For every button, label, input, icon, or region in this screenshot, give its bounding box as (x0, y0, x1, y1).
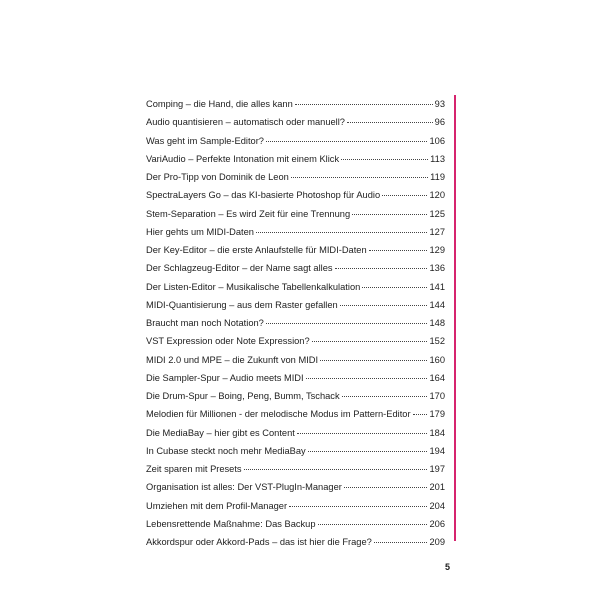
dot-leader (344, 487, 428, 488)
toc-entry-page: 164 (429, 372, 445, 383)
toc-entry (146, 168, 445, 186)
toc-entry (146, 332, 445, 350)
dot-leader (347, 122, 433, 123)
toc-entry-page: 113 (430, 153, 445, 164)
toc-entry-title: VariAudio – Perfekte Intonation mit einem Klick (146, 153, 340, 164)
toc-entry-page: 119 (430, 172, 445, 182)
toc-entry-page: 206 (429, 518, 445, 529)
toc-entry-page: 179 (429, 409, 445, 420)
toc-entry-page: 152 (429, 336, 445, 347)
dot-leader (341, 159, 428, 160)
toc-entry-page: 125 (429, 208, 445, 219)
dot-leader (291, 177, 428, 178)
toc-entry-title: Braucht man noch Notation? (146, 318, 264, 328)
dot-leader (362, 287, 427, 288)
toc-entry-title: Der Schlagzeug-Editor – der Name sagt alles (146, 263, 333, 274)
dot-leader (382, 195, 427, 196)
toc-entry-title: SpectraLayers Go – das KI-basierte Photoshop für Audio (146, 190, 381, 201)
toc-entry-title: Die Drum-Spur – Boing, Peng, Bumm, Tschack (146, 391, 340, 401)
toc-entry-title: Die MediaBay – hier gibt es Content (146, 427, 295, 438)
toc-entry-page: 170 (429, 391, 445, 401)
toc-entry (146, 259, 445, 277)
toc-entry-page: 194 (429, 445, 445, 456)
toc-entry (146, 186, 445, 204)
toc-entry-title: Der Listen-Editor – Musikalische Tabellenkalkulation (146, 281, 361, 292)
accent-rule (454, 95, 456, 541)
toc-entry (146, 460, 445, 478)
toc-entry-title: MIDI 2.0 und MPE – die Zukunft von MIDI (146, 354, 319, 365)
toc-entry-title: Stem-Separation – Es wird Zeit für eine Trennung (146, 208, 351, 219)
dot-leader (340, 305, 428, 306)
toc-entry (146, 241, 445, 259)
toc-entry-title: In Cubase steckt noch mehr MediaBay (146, 445, 306, 456)
toc-entry-page: 136 (429, 263, 445, 274)
toc-entry (146, 515, 445, 533)
toc-entry-page: 127 (429, 226, 445, 237)
toc-entry (146, 132, 445, 150)
toc-entry-title: Audio quantisieren – automatisch oder manuell? (146, 117, 345, 128)
dot-leader (320, 360, 427, 361)
dot-leader (374, 542, 428, 543)
toc-entry (146, 387, 445, 405)
toc-entry (146, 351, 445, 369)
toc-entry (146, 223, 445, 241)
toc-entry (146, 478, 445, 496)
toc-entry-title: MIDI-Quantisierung – aus dem Raster gefallen (146, 299, 338, 310)
dot-leader (413, 414, 428, 415)
toc-entry-page: 209 (429, 537, 445, 547)
toc-entry-title: VST Expression oder Note Expression? (146, 336, 310, 347)
toc-entry-title: Was geht im Sample-Editor? (146, 135, 264, 146)
toc-entry (146, 497, 445, 515)
toc-entry-title: Die Sampler-Spur – Audio meets MIDI (146, 372, 304, 383)
toc-entry-page: 197 (429, 464, 445, 474)
toc-entry-page: 129 (429, 245, 445, 255)
toc-entry-page: 184 (429, 427, 445, 438)
dot-leader (335, 268, 428, 269)
toc-entry-title: Comping – die Hand, die alles kann (146, 99, 293, 109)
toc-entry-title: Lebensrettende Maßnahme: Das Backup (146, 518, 316, 529)
toc-entry (146, 95, 445, 113)
toc-entry-title: Umziehen mit dem Profil-Manager (146, 500, 288, 511)
dot-leader (369, 250, 428, 251)
toc-entry (146, 314, 445, 332)
dot-leader (318, 524, 428, 525)
toc-entry-page: 144 (429, 299, 445, 310)
dot-leader (295, 104, 433, 105)
toc-entry-page: 160 (429, 354, 445, 365)
dot-leader (306, 378, 428, 379)
dot-leader (297, 433, 428, 434)
toc-entry (146, 278, 445, 296)
table-of-contents (146, 95, 445, 551)
toc-entry-page: 201 (429, 482, 445, 493)
toc-entry (146, 405, 445, 423)
toc-entry (146, 150, 445, 168)
dot-leader (256, 232, 428, 233)
dot-leader (352, 214, 427, 215)
toc-entry-page: 141 (429, 281, 445, 292)
toc-entry-title: Organisation ist alles: Der VST-PlugIn-Manager (146, 482, 342, 493)
toc-entry (146, 205, 445, 223)
toc-entry-title: Zeit sparen mit Presets (146, 464, 242, 474)
dot-leader (266, 141, 428, 142)
toc-entry-title: Melodien für Millionen - der melodische Modus im Pattern-Editor (146, 409, 411, 420)
page-number: 5 (444, 562, 450, 572)
toc-entry (146, 442, 445, 460)
dot-leader (289, 506, 427, 507)
toc-entry (146, 424, 445, 442)
dot-leader (244, 469, 428, 470)
toc-entry-page: 204 (429, 500, 445, 511)
dot-leader (342, 396, 428, 397)
toc-entry-page: 106 (429, 135, 445, 146)
dot-leader (312, 341, 428, 342)
toc-entry (146, 369, 445, 387)
toc-entry-page: 120 (429, 190, 445, 201)
toc-entry (146, 533, 445, 551)
toc-entry-title: Akkordspur oder Akkord-Pads – das ist hier die Frage? (146, 537, 372, 547)
toc-entry-page: 96 (434, 117, 445, 128)
toc-entry-page: 93 (434, 99, 445, 109)
toc-entry-title: Der Key-Editor – die erste Anlaufstelle für MIDI-Daten (146, 245, 367, 255)
dot-leader (266, 323, 428, 324)
toc-entry-title: Der Pro-Tipp von Dominik de Leon (146, 172, 289, 182)
toc-entry-title: Hier gehts um MIDI-Daten (146, 226, 254, 237)
dot-leader (308, 451, 428, 452)
toc-entry (146, 113, 445, 131)
toc-entry-page: 148 (429, 318, 445, 328)
toc-entry (146, 296, 445, 314)
